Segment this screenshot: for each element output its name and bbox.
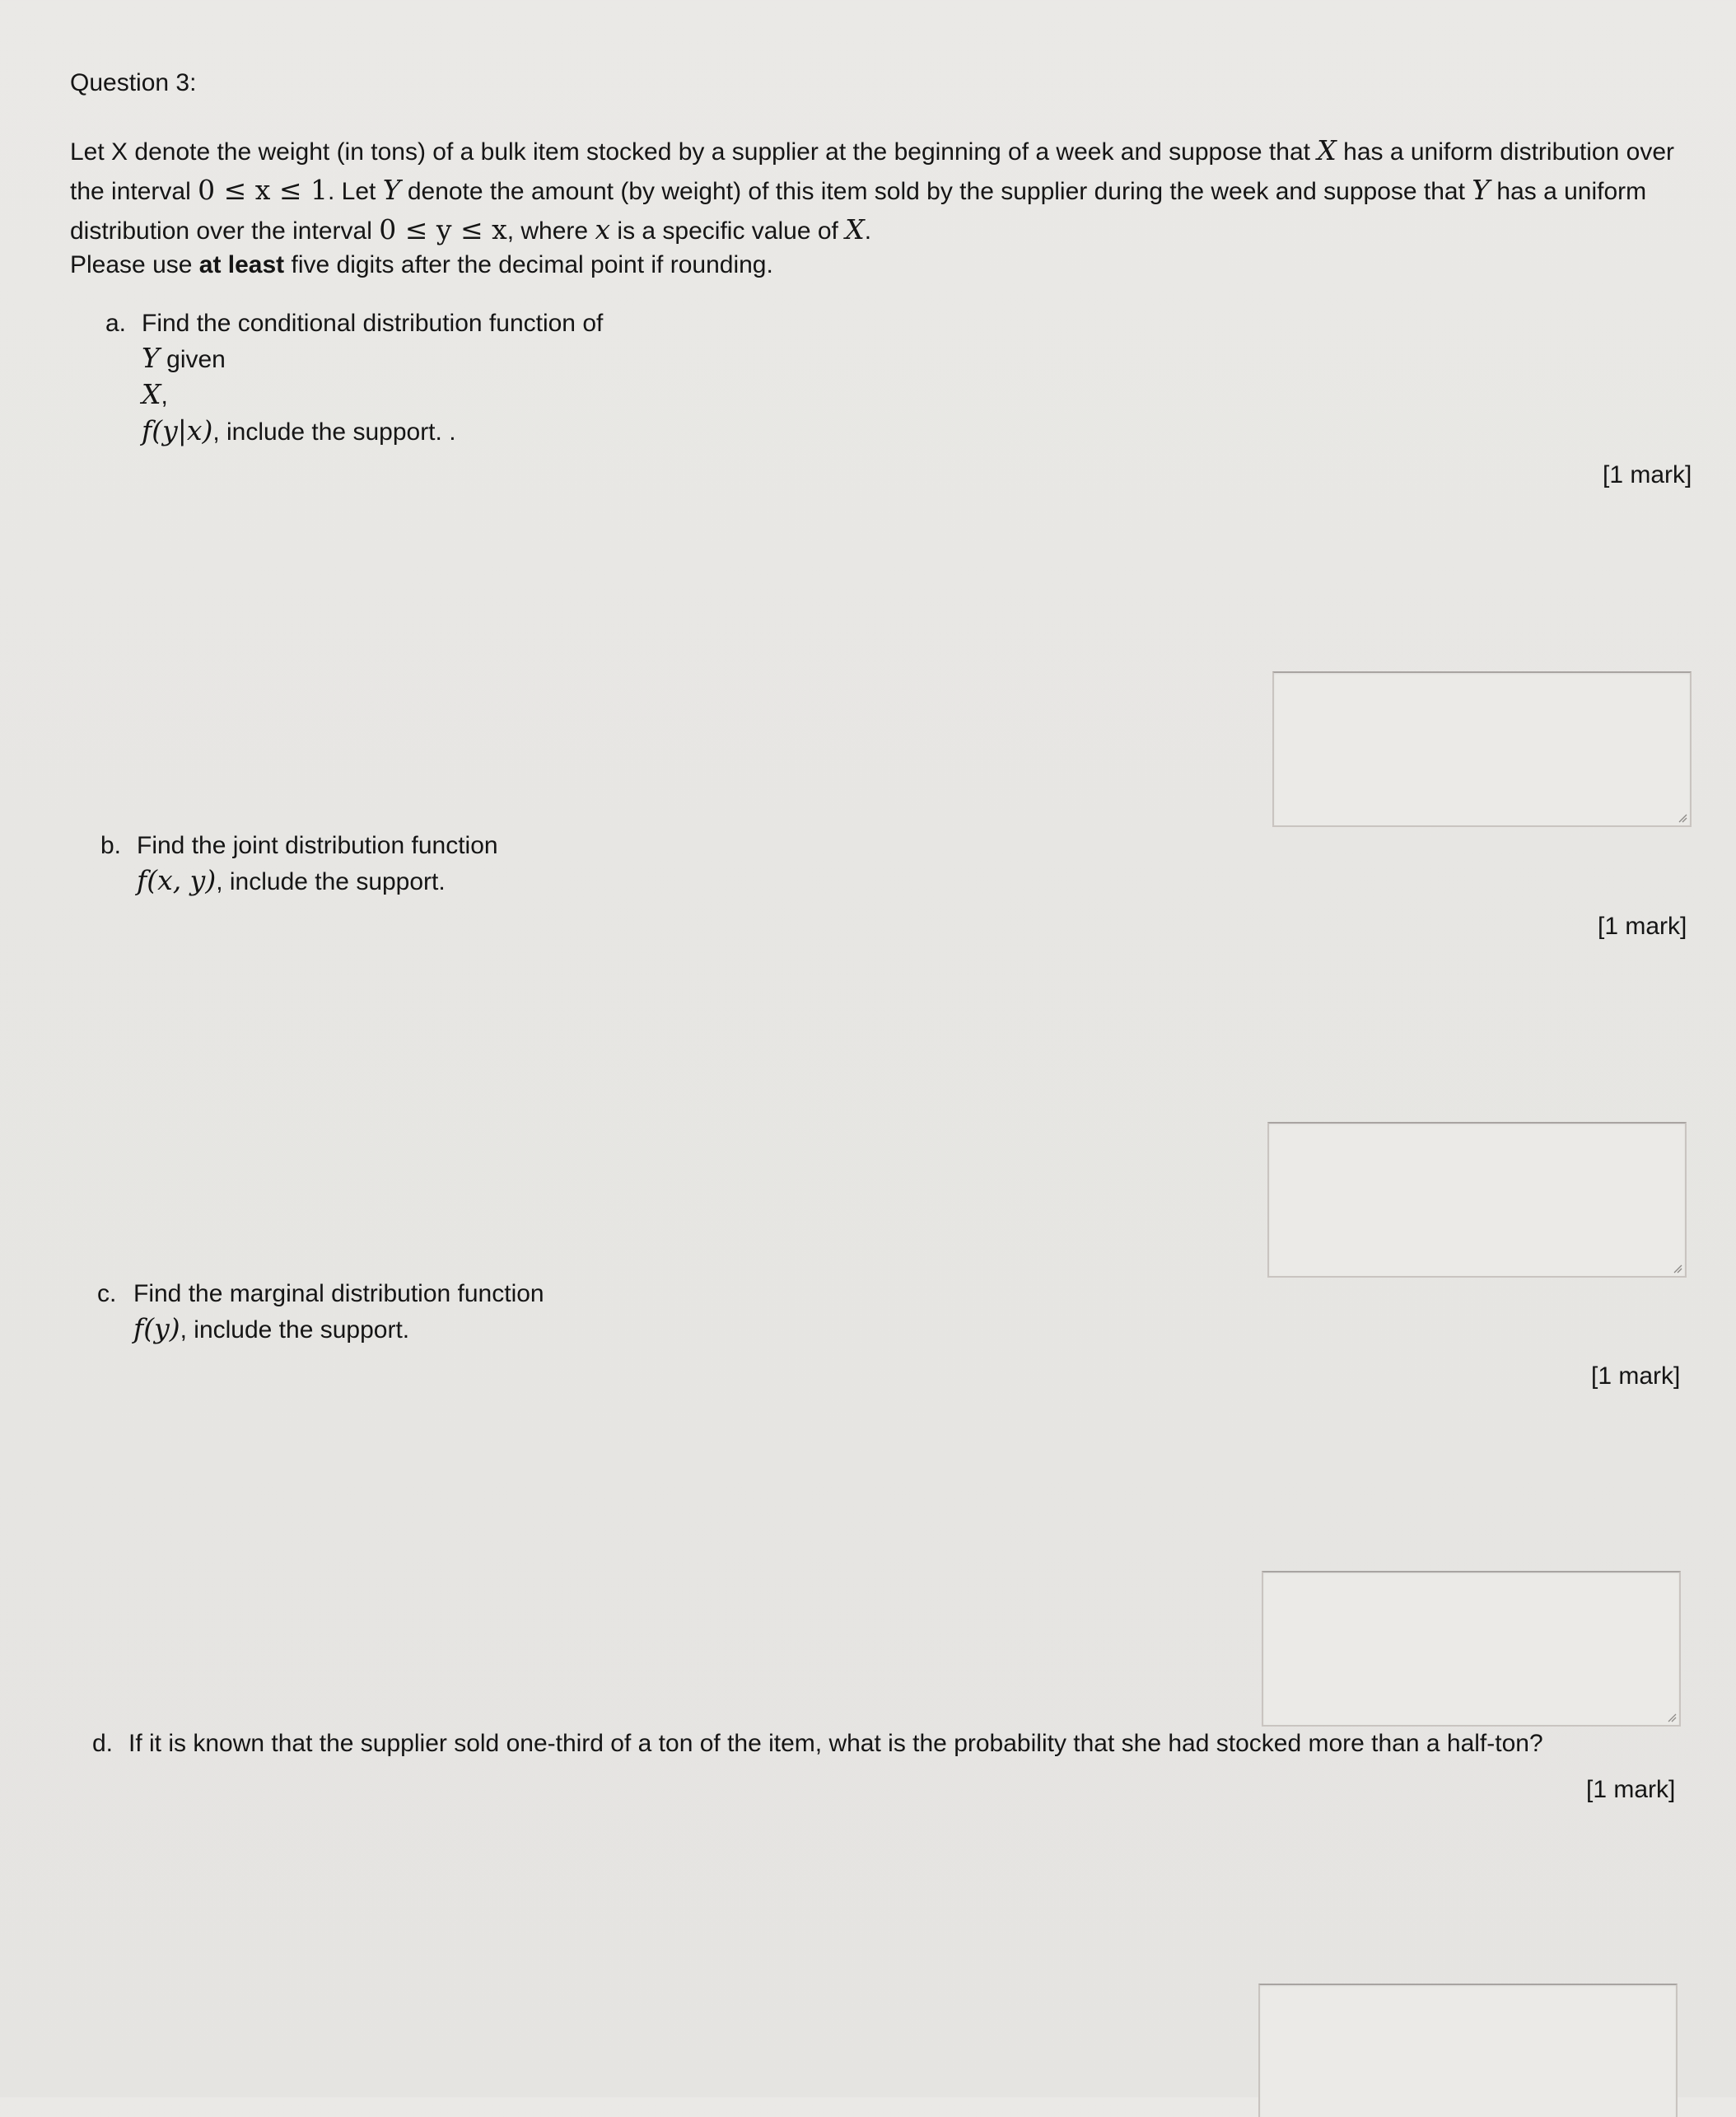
part-b-answer-input[interactable] — [1267, 1122, 1687, 1278]
resize-handle-icon[interactable] — [1667, 1713, 1677, 1722]
part-b-letter: b. — [100, 832, 122, 859]
rounding-note — [70, 251, 773, 279]
math-var: Y — [382, 174, 401, 206]
part-c-letter: c. — [97, 1280, 117, 1307]
part-a-letter: a. — [105, 310, 127, 337]
rounding-note-prefix: Please use — [70, 251, 199, 278]
resize-handle-icon[interactable] — [1678, 813, 1687, 823]
rounding-note-bold: at least — [198, 251, 285, 278]
part-c-text: Find the marginal distribution function — [133, 1280, 544, 1307]
intro-text: , where — [506, 217, 595, 245]
intro-text: . — [864, 217, 872, 245]
part-d-text: If it is known that the supplier sold one-third of a ton of the item, what is the probability that she had stocked more than a half-ton? — [128, 1730, 1543, 1757]
math-var: Y — [1472, 174, 1491, 206]
part-c-prompt — [97, 1277, 544, 1348]
part-d-prompt — [92, 1727, 1543, 1761]
question-title: Question 3: — [70, 69, 197, 96]
math-range: 0 ≤ x ≤ 1 — [198, 174, 328, 206]
math-var: X — [845, 213, 865, 245]
math-var: X — [1317, 134, 1337, 166]
part-c-answer-input[interactable] — [1262, 1571, 1681, 1727]
part-b-text: Find the joint distribution function — [137, 832, 498, 859]
part-a-var-x: X — [142, 378, 161, 410]
math-range: 0 ≤ y ≤ x — [379, 213, 507, 245]
intro-text: has a uniform distribution over the interval — [70, 178, 1647, 245]
part-a-func: f(y|x) — [142, 414, 213, 446]
intro-text: denote the amount (by weight) of this item sold by the supplier during the week and suppose that — [400, 178, 1472, 205]
resize-handle-icon[interactable] — [1673, 1264, 1682, 1273]
intro-text: . Let — [327, 178, 383, 205]
part-a-text: Find the conditional distribution function of — [142, 310, 604, 337]
part-a-prompt — [105, 306, 603, 450]
part-b-mark: [1 mark] — [1598, 913, 1687, 940]
question-intro — [70, 132, 1676, 250]
part-b-func: f(x, y) — [137, 864, 217, 896]
intro-text: has a uniform distribution over the interval — [70, 138, 1674, 205]
intro-text: Let X denote the weight (in tons) of a bulk item stocked by a supplier at the beginning of a week and suppose that — [70, 138, 1318, 166]
part-a-given: given — [159, 346, 226, 373]
part-a-answer-input[interactable] — [1272, 671, 1692, 827]
part-a-rest: , include the support. . — [212, 418, 456, 446]
part-a-mark: [1 mark] — [1603, 461, 1692, 488]
part-c-func: f(y) — [133, 1312, 180, 1344]
part-d-letter: d. — [92, 1730, 114, 1757]
rounding-note-suffix: five digits after the decimal point if rounding. — [284, 251, 773, 278]
part-a-comma: , — [161, 382, 168, 409]
part-c-rest: , include the support. — [180, 1316, 410, 1344]
part-b-rest: , include the support. — [216, 868, 446, 895]
part-a-var-y: Y — [142, 342, 160, 374]
part-d-mark: [1 mark] — [1586, 1776, 1676, 1803]
intro-text: is a specific value of — [610, 217, 846, 245]
part-c-mark: [1 mark] — [1591, 1362, 1681, 1390]
part-b-prompt — [100, 829, 498, 900]
math-var: x — [595, 213, 611, 245]
